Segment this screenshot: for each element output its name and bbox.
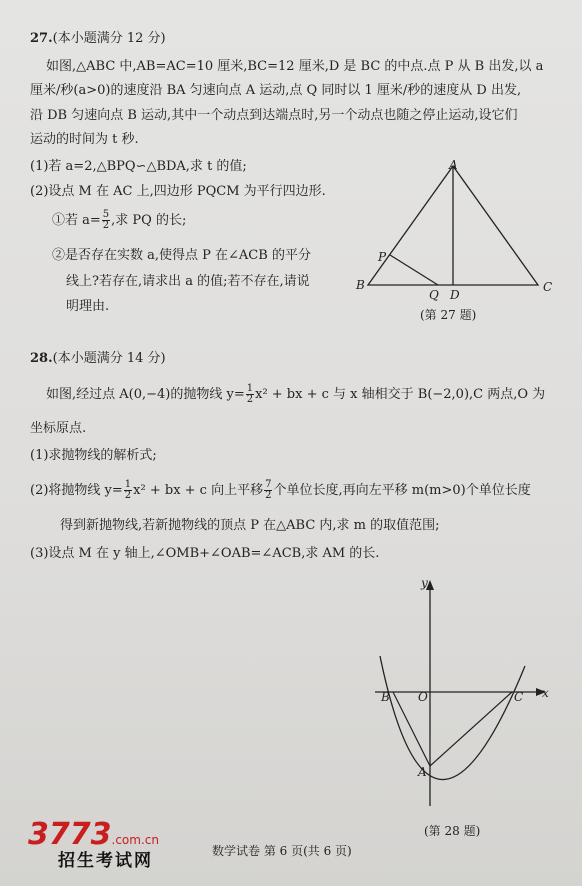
frac-num: 1	[124, 479, 132, 490]
fraction-5-2	[102, 210, 110, 231]
fig28-label-a: A	[418, 765, 427, 779]
segment-ac	[430, 692, 512, 766]
page-footer: 数学试卷 第 6 页(共 6 页)	[212, 844, 352, 858]
figure-28-parabola	[370, 578, 560, 818]
frac-den: 2	[246, 394, 254, 405]
fig28-label-o: O	[418, 690, 428, 704]
q28-heading	[30, 350, 166, 368]
frac-num: 1	[246, 383, 254, 394]
fig27-label-q: Q	[429, 288, 439, 302]
q28-part-2-cont: 得到新抛物线,若新抛物线的顶点 P 在△ABC 内,求 m 的取值范围;	[60, 518, 440, 533]
fig27-label-p: P	[378, 250, 387, 264]
fig28-label-b: B	[381, 690, 390, 704]
q28-para-1	[46, 382, 545, 408]
q28-part-2-pre: (2)将抛物线 y=	[30, 483, 123, 498]
q27-part-2a-pre: ①若 a=	[52, 213, 101, 228]
q27-para-2: 厘米/秒(a>0)的速度沿 BA 匀速向点 A 运动,点 Q 同时以 1 厘米/秒的速度从 D 出发,	[30, 83, 522, 98]
q27-score: (本小题满分 12 分)	[52, 31, 166, 46]
q27-para-1: 如图,△ABC 中,AB=AC=10 厘米,BC=12 厘米,D 是 BC 的中点.点 P 从 B 出发,以 a	[46, 59, 544, 74]
frac-den: 2	[124, 490, 132, 501]
fig27-label-d: D	[450, 288, 460, 302]
q28-part-2	[30, 478, 531, 504]
fraction-7-2	[264, 480, 272, 501]
q27-para-4: 运动的时间为 t 秒.	[30, 132, 139, 147]
fig27-caption: (第 27 题)	[420, 308, 477, 322]
fraction-1-2	[124, 480, 132, 501]
q27-number: 27.	[30, 31, 53, 46]
q27-heading	[30, 30, 166, 48]
q28-part-2-mid: x² + bx + c 向上平移	[133, 483, 264, 498]
fig27-label-b: B	[356, 278, 365, 292]
frac-den: 2	[102, 220, 110, 231]
q28-part-2-post: 个单位长度,再向左平移 m(m>0)个单位长度	[273, 483, 531, 498]
watermark-subtitle: 招生考试网	[58, 851, 153, 871]
segment-pq	[390, 255, 438, 285]
q27-part-2b-line3: 明理由.	[66, 299, 110, 314]
q28-score: (本小题满分 14 分)	[52, 351, 166, 366]
frac-num: 5	[102, 209, 110, 220]
parabola-curve	[380, 656, 525, 780]
q28-part-3: (3)设点 M 在 y 轴上,∠OMB+∠OAB=∠ACB,求 AM 的长.	[30, 546, 380, 561]
q28-part-1: (1)求抛物线的解析式;	[30, 448, 157, 463]
fig28-label-y: y	[421, 576, 428, 590]
q27-para-3: 沿 DB 匀速向点 B 运动,其中一个动点到达端点时,另一个动点也随之停止运动,设它们	[30, 108, 518, 123]
fig27-label-a: A	[449, 158, 458, 172]
q28-para-1-post: x² + bx + c 与 x 轴相交于 B(−2,0),C 两点,O 为	[255, 387, 546, 402]
q27-part-2b-line1: ②是否存在实数 a,使得点 P 在∠ACB 的平分	[52, 248, 311, 263]
q28-para-2: 坐标原点.	[30, 421, 87, 436]
q27-part-2a-post: ,求 PQ 的长;	[111, 213, 187, 228]
frac-num: 7	[265, 479, 272, 490]
fraction-1-2	[246, 384, 254, 405]
fig27-label-c: C	[543, 280, 553, 294]
frac-den: 2	[265, 490, 272, 501]
fig28-label-x: x	[542, 686, 549, 700]
q27-part-2: (2)设点 M 在 AC 上,四边形 PQCM 为平行四边形.	[30, 184, 326, 199]
q28-number: 28.	[30, 351, 53, 366]
watermark-main: 3773	[28, 817, 112, 852]
figure-27-triangle	[350, 158, 570, 308]
fig28-label-c: C	[514, 690, 524, 704]
q27-part-2b-line2: 线上?若存在,请求出 a 的值;若不存在,请说	[66, 274, 310, 289]
q28-para-1-pre: 如图,经过点 A(0,−4)的抛物线 y=	[46, 387, 245, 402]
fig28-caption: (第 28 题)	[424, 824, 481, 838]
q27-part-2a	[52, 208, 186, 234]
watermark-domain: .com.cn	[111, 833, 159, 847]
q27-part-1: (1)若 a=2,△BPQ∽△BDA,求 t 的值;	[30, 159, 247, 174]
